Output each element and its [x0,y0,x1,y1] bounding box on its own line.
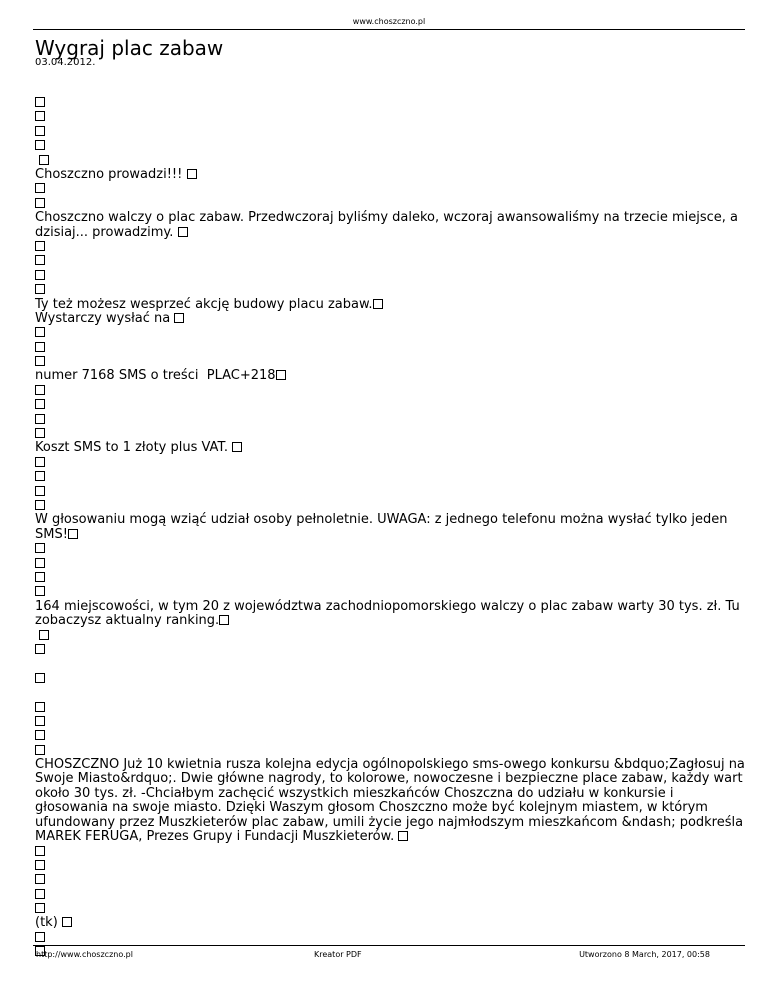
missing-glyph-icon [35,543,45,553]
header-site-url: www.choszczno.pl [352,17,426,26]
missing-glyph-icon [68,529,78,539]
missing-glyph-icon [35,860,45,870]
missing-glyph-icon [62,917,72,927]
missing-glyph-icon [35,399,45,409]
missing-glyph-icon [35,428,45,438]
missing-glyph-icon [35,457,45,467]
missing-glyph-icon [187,169,197,179]
footer-generator: Kreator PDF [314,950,362,959]
para-miejscowosci: 164 miejscowości, w tym 20 z województwa zachodniopomorskiego walczy o plac zabaw warty 30 tys. zł. Tu zobaczysz aktualny ranking. [35,598,740,629]
para-glosowanie: W głosowaniu mogą wziąć udział osoby pełnoletnie. UWAGA: z jednego telefonu można wysłać tylko jeden SMS! [35,512,728,542]
line-ty-tez: Ty też możesz wesprzeć akcję budowy placu zabaw. [35,296,373,312]
missing-glyph-icon [35,846,45,856]
missing-glyph-icon [35,198,45,208]
missing-glyph-icon [35,140,45,150]
missing-glyph-icon [35,874,45,884]
missing-glyph-icon [35,270,45,280]
missing-glyph-icon [35,673,45,683]
page-footer [33,945,745,960]
missing-glyph-icon [373,299,383,309]
missing-glyph-icon [35,889,45,899]
line-choszczno-prowadzi: Choszczno prowadzi!!! [35,166,183,182]
line-tk: (tk) [35,915,58,931]
missing-glyph-icon [174,313,184,323]
missing-glyph-icon [35,111,45,121]
missing-glyph-icon [35,414,45,424]
article-date: 03.04.2012. [35,57,96,68]
missing-glyph-icon [398,831,408,841]
missing-glyph-icon [178,227,188,237]
article-body [35,96,747,960]
missing-glyph-icon [35,183,45,193]
missing-glyph-icon [35,241,45,251]
missing-glyph-icon [232,442,242,452]
missing-glyph-icon [35,716,45,726]
missing-glyph-icon [35,97,45,107]
missing-glyph-icon [35,644,45,654]
footer-site-url: http://www.choszczno.pl [36,950,133,959]
missing-glyph-icon [39,155,49,165]
missing-glyph-icon [35,385,45,395]
missing-glyph-icon [35,342,45,352]
missing-glyph-icon [35,745,45,755]
para-walczy: Choszczno walczy o plac zabaw. Przedwczoraj byliśmy daleko, wczoraj awansowaliśmy na trzecie miejsce, a dzisiaj... prowadzimy. [35,210,739,240]
footer-created-date: Utworzono 8 March, 2017, 00:58 [579,950,710,959]
line-koszt: Koszt SMS to 1 złoty plus VAT. [35,440,228,456]
missing-glyph-icon [35,471,45,481]
missing-glyph-icon [35,255,45,265]
missing-glyph-icon [35,730,45,740]
missing-glyph-icon [35,903,45,913]
missing-glyph-icon [35,572,45,582]
page-header [33,0,745,30]
missing-glyph-icon [35,486,45,496]
para-choszczno-konkurs: CHOSZCZNO Już 10 kwietnia rusza kolejna edycja ogólnopolskiego sms-owego konkursu &bdquo;Zagłosuj na Swoje Miasto&rdquo;. Dwie główne nagrody, to kolorowe, nowoczesne i bezpieczne place zabaw, każdy wart około 30 tys. zł. -Chciałbym zachęcić wszystkich mieszkańców Choszczna do udziału w konkursie i głosowania na swoje miasto. Dzięki Waszym głosom Choszczno może być kolejnym miastem, w którym ufundowany przez Muszkieterów plac zabaw, umili życie jego najmłodszym mieszkańcom &ndash; podkreśla MAREK FERUGA, Prezes Grupy i Fundacji Muszkieterów. [35,757,745,845]
missing-glyph-icon [35,284,45,294]
line-numer-sms: numer 7168 SMS o treści PLAC+218 [35,368,276,384]
missing-glyph-icon [276,370,286,380]
line-wystarczy: Wystarczy wysłać na [35,310,171,326]
missing-glyph-icon [35,327,45,337]
missing-glyph-icon [35,500,45,510]
missing-glyph-icon [35,558,45,568]
missing-glyph-icon [35,586,45,596]
missing-glyph-icon [35,126,45,136]
missing-glyph-icon [35,702,45,712]
article-title: Wygraj plac zabaw [35,36,224,60]
missing-glyph-icon [219,615,229,625]
missing-glyph-icon [39,630,49,640]
missing-glyph-icon [35,932,45,942]
missing-glyph-icon [35,356,45,366]
